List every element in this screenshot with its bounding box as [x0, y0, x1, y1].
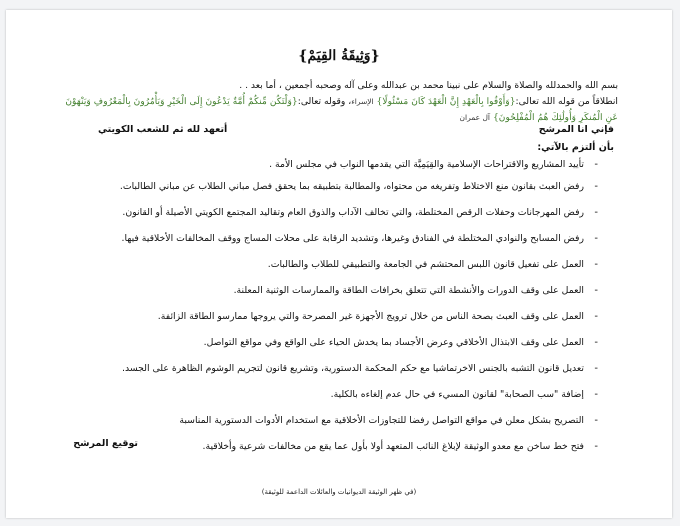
- list-item-text: العمل على وقف العبث بصحة الناس من خلال ترويج الأجهزة غير المصرحة والتي يروجها ممارسو الطاقة الزائفة.: [157, 311, 584, 322]
- intro-paragraph: [62, 78, 618, 126]
- list-item: [66, 414, 598, 440]
- document-title: {وَثِيقَةُ القِيَمْ}: [298, 48, 380, 64]
- bullet-icon: -: [594, 311, 598, 322]
- bullet-icon: -: [594, 259, 598, 270]
- bullet-icon: -: [594, 181, 598, 192]
- list-item: [66, 362, 598, 388]
- bullet-icon: -: [594, 159, 598, 170]
- signature-label: توقيع المرشح: [73, 438, 138, 449]
- bullet-icon: -: [594, 441, 598, 452]
- intro-lead-text: انطلاقاً من قوله الله تعالى:: [515, 96, 618, 107]
- commitment-heading: بأن ألتزم بالآتي:: [537, 142, 614, 153]
- bullet-icon: -: [594, 337, 598, 348]
- quran-verse-2: {وَلْتَكُن مِّنكُمْ أُمَّةٌ يَدْعُونَ إِلَى الْخَيْرِ وَيَأْمُرُونَ بِالْمَعْرُوفِ وَيَنْهَوْنَ عَنِ الْمُنكَرِ وَأُولَٰئِكَ هُمُ الْمُفْلِحُونَ}: [65, 96, 618, 123]
- commitment-list: [66, 158, 598, 466]
- intro-line-verses: [62, 94, 618, 126]
- verse-1-reference: الإسراء: [351, 97, 374, 106]
- list-item: [66, 388, 598, 414]
- list-item-text: العمل على تفعيل قانون اللبس المحتشم في الجامعة والتطبيقي للطلاب والطالبات.: [267, 259, 584, 270]
- pledge-line: [98, 124, 614, 135]
- list-item: [66, 232, 598, 258]
- bullet-icon: -: [594, 207, 598, 218]
- list-item-text: العمل على وقف الدورات والأنشطة التي تتعلق بخرافات الطاقة والممارسات الوثنية المعلنة.: [233, 285, 584, 296]
- list-item: [66, 336, 598, 362]
- quran-verse-1: {وَأَوْفُوا بِالْعَهْدِ إِنَّ الْعَهْدَ كَانَ مَسْئُولًا}: [376, 96, 516, 107]
- footer-note: (في ظهر الوثيقة الديوانيات والعائلات الداعمة للوثيقة): [261, 488, 417, 496]
- bullet-icon: -: [594, 285, 598, 296]
- verse-2-reference: آل عمران: [459, 113, 491, 122]
- list-item-text: تعديل قانون التشبه بالجنس الاخرتماشيا مع حكم المحكمة الدستورية، وتشريع قانون لتجريم الوشوم الظاهرة على الجسد.: [122, 363, 584, 374]
- list-item-text: التصريح بشكل معلن في مواقع التواصل رفضا للتجاوزات الأخلاقية مع استخدام الأدوات الدستورية المناسبة: [179, 415, 584, 426]
- list-item: [66, 180, 598, 206]
- list-item-text: رفض العبث بقانون منع الاختلاط وتفريغه من محتواه، والمطالبة بتطبيقه بما يحقق فصل مباني الطلاب عن مباني الطالبات.: [119, 181, 584, 192]
- list-item-text: رفض المهرجانات وحفلات الرقص المختلطة، والتي تخالف الآداب والذوق العام وتقاليد المجتمع الكويتي الأصيلة أو القانون.: [122, 207, 584, 218]
- bullet-icon: -: [594, 233, 598, 244]
- bullet-icon: -: [594, 415, 598, 426]
- intro-connector-text: ، وقوله تعالى:: [297, 96, 352, 107]
- pledge-candidate: فإني انا المرشح: [538, 124, 614, 135]
- list-item: [66, 284, 598, 310]
- list-item: [66, 158, 598, 180]
- list-item-text: رفض المسابح والنوادي المختلطة في الفنادق وغيرها، وتشديد الرقابة على محلات المساج ووقف المخالفات الأخلاقية فيها.: [121, 233, 584, 244]
- list-item: [66, 440, 598, 466]
- list-item-text: العمل على وقف الابتذال الأخلاقي وعرض الأجساد بما يخدش الحياء على الواقع وفي مواقع التواصل.: [203, 337, 584, 348]
- pledge-oath: أتعهد لله ثم للشعب الكويتي: [98, 124, 228, 135]
- list-item: [66, 258, 598, 284]
- list-item: [66, 310, 598, 336]
- document-page: [6, 10, 672, 518]
- bullet-icon: -: [594, 389, 598, 400]
- intro-line-basmala: بسم الله والحمدلله والصلاة والسلام على نبينا محمد بن عبدالله وعلى آله وصحبه أجمعين ، أما بعد . .: [239, 80, 618, 91]
- list-item: [66, 206, 598, 232]
- bullet-icon: -: [594, 363, 598, 374]
- list-item-text: تأييد المشاريع والاقتراحات الإسلامية والقِيَمِيَّة التي يقدمها النواب في مجلس الأمة .: [269, 159, 584, 170]
- list-item-text: إضافة "سب الصحابة" لقانون المسيء في حال عدم إلغاءه بالكلية.: [330, 389, 584, 400]
- list-item-text: فتح خط ساخن مع معدو الوثيقة لإبلاغ النائب المتعهد أولا بأول عما يقع من مخالفات شرعية وأخلاقية.: [202, 441, 584, 452]
